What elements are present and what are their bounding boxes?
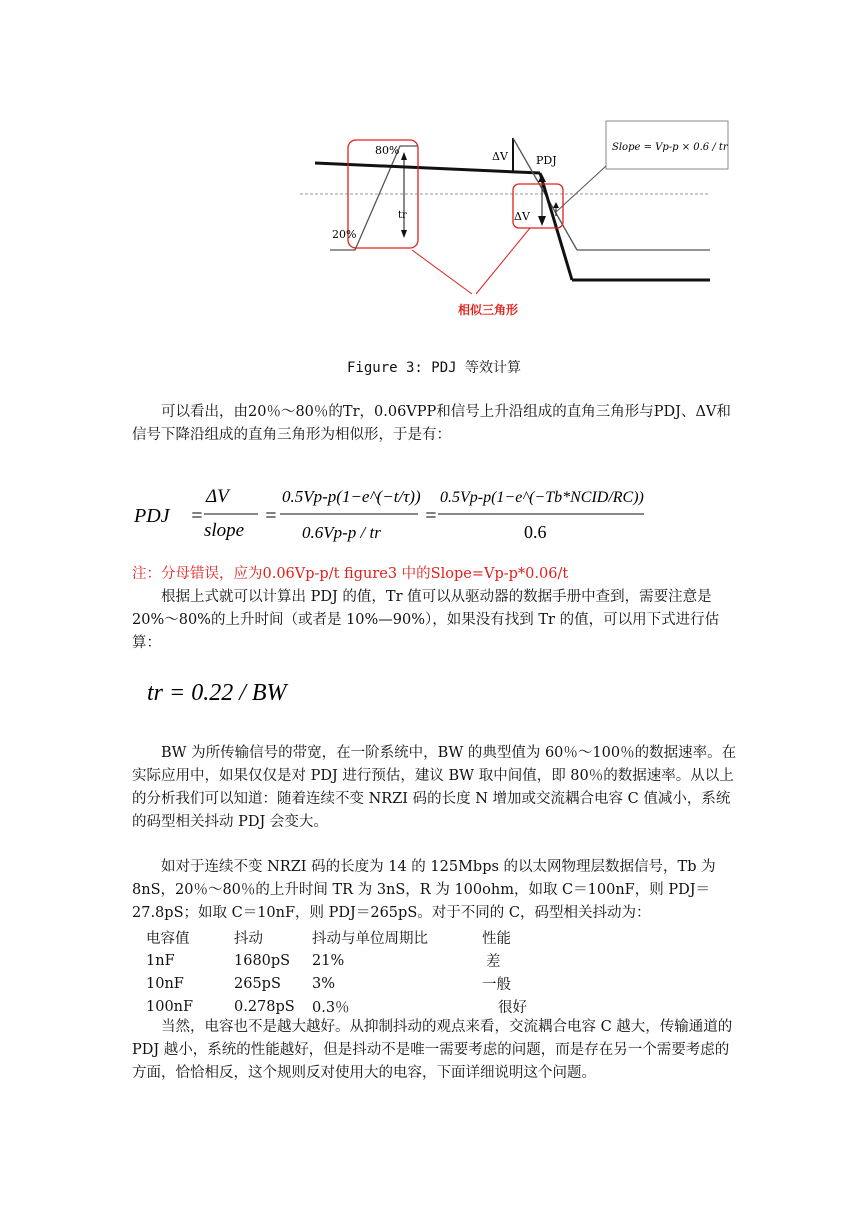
svg-text:=: = [190, 505, 204, 527]
table-cell: 21% [312, 952, 345, 969]
falling-edge-thick [540, 173, 572, 280]
paragraph-1 [132, 401, 742, 447]
label-pdj: PDJ [536, 154, 557, 167]
eq1-num2: 0.5Vp-p(1−e^(−t/τ)) [282, 487, 421, 506]
pdj-figure [300, 108, 730, 328]
eq1-num3: 0.5Vp-p(1−e^(−Tb*NCID/RC)) [440, 489, 644, 506]
table-row [146, 972, 527, 995]
tr-equation [145, 672, 315, 712]
table-cell: 很好 [498, 1000, 527, 1016]
paragraph-1-text: 可以看出，由20％～80％的Tr，0.06VPP和信号上升沿组成的直角三角形与PDJ、ΔV和信号下降沿组成的直角三角形为相似形，于是有： [132, 404, 731, 443]
svg-text:=: = [264, 505, 278, 527]
paragraph-2-text: 根据上式就可以计算出 PDJ 的值，Tr 值可以从驱动器的数据手册中查到，需要注意是 20%～80%的上升时间（或者是 10%—90%），如果没有找到 Tr 的值，可以用下式进行估算： [132, 589, 720, 651]
table-cell: 0.278pS [234, 998, 295, 1015]
eq1-den1: slope [204, 520, 245, 541]
table-cell: 差 [486, 954, 501, 970]
paragraph-4 [132, 856, 742, 925]
table-cell: 1nF [146, 952, 175, 969]
label-dv-bottom: ΔV [514, 210, 530, 223]
paragraph-3-text: BW 为所传输信号的带宽，在一阶系统中，BW 的典型值为 60％～100％的数据速率。在实际应用中，如果仅仅是对 PDJ 进行预估，建议 BW 取中间值，即 80％的数据速率。从以上的分析我们可以知道：随着连续不变 NRZI 码的长度 N 增加或交流耦合电容 C 值减小，系统的码型相关抖动 PDJ 会变大。 [132, 745, 737, 830]
table-header: 性能 [482, 931, 511, 947]
pdj-equation [132, 478, 652, 548]
svg-text:=: = [424, 505, 438, 527]
figure-caption: Figure 3: PDJ 等效计算 [346, 360, 521, 376]
table-cell: 265pS [234, 975, 281, 992]
eq1-num1: ΔV [206, 486, 229, 507]
table-cell: 3% [312, 975, 336, 992]
table-cell: 一般 [482, 977, 511, 993]
table-cell: 1680pS [234, 952, 291, 969]
label-dv-top: ΔV [492, 150, 508, 163]
paragraph-5 [132, 1016, 742, 1085]
eq1-lhs: PDJ [134, 505, 170, 527]
correction-note: 注：分母错误，应为0.06Vp-p/t figure3 中的Slope=Vp-p*0.06/t [132, 566, 569, 582]
table-cell: 10nF [146, 975, 184, 992]
label-slope-formula: Slope = Vp-p × 0.6 / tr [612, 142, 728, 153]
capacitor-table [146, 926, 527, 1018]
paragraph-4-text: 如对于连续不变 NRZI 码的长度为 14 的 125Mbps 的以太网物理层数据信号，Tb 为 8nS，20％～80％的上升时间 TR 为 3nS，R 为 100ohm，如取 C＝100nF，则 PDJ＝27.8pS；如取 C＝10nF，则 PDJ＝265pS。对于不同的 C，码型相关抖动为： [132, 859, 716, 921]
eq2-text: tr = 0.22 / BW [147, 680, 287, 706]
table-header: 抖动 [234, 931, 263, 947]
table-cell: 0.3％ [312, 1000, 350, 1016]
table-header-row [146, 926, 527, 949]
label-20: 20% [332, 228, 357, 241]
signal-top-line [315, 163, 540, 173]
table-header: 抖动与单位周期比 [312, 931, 428, 947]
label-similar: 相似三角形 [458, 303, 519, 317]
table-row [146, 949, 527, 972]
table-cell: 100nF [146, 998, 194, 1015]
label-80: 80% [375, 144, 400, 157]
label-tr: tr [398, 210, 407, 221]
table-header: 电容值 [146, 931, 190, 947]
paragraph-5-text: 当然，电容也不是越大越好。从抑制抖动的观点来看，交流耦合电容 C 越大，传输通道的 PDJ 越小，系统的性能越好，但是抖动不是唯一需要考虑的问题，而是存在另一个需要考虑的方面，恰恰相反，这个规则反对使用大的电容，下面详细说明这个问题。 [132, 1019, 733, 1081]
eq1-den3: 0.6 [524, 522, 547, 542]
table-row [146, 995, 527, 1018]
paragraph-3 [132, 742, 742, 834]
paragraph-2 [132, 586, 742, 655]
eq1-den2: 0.6Vp-p / tr [302, 523, 381, 542]
